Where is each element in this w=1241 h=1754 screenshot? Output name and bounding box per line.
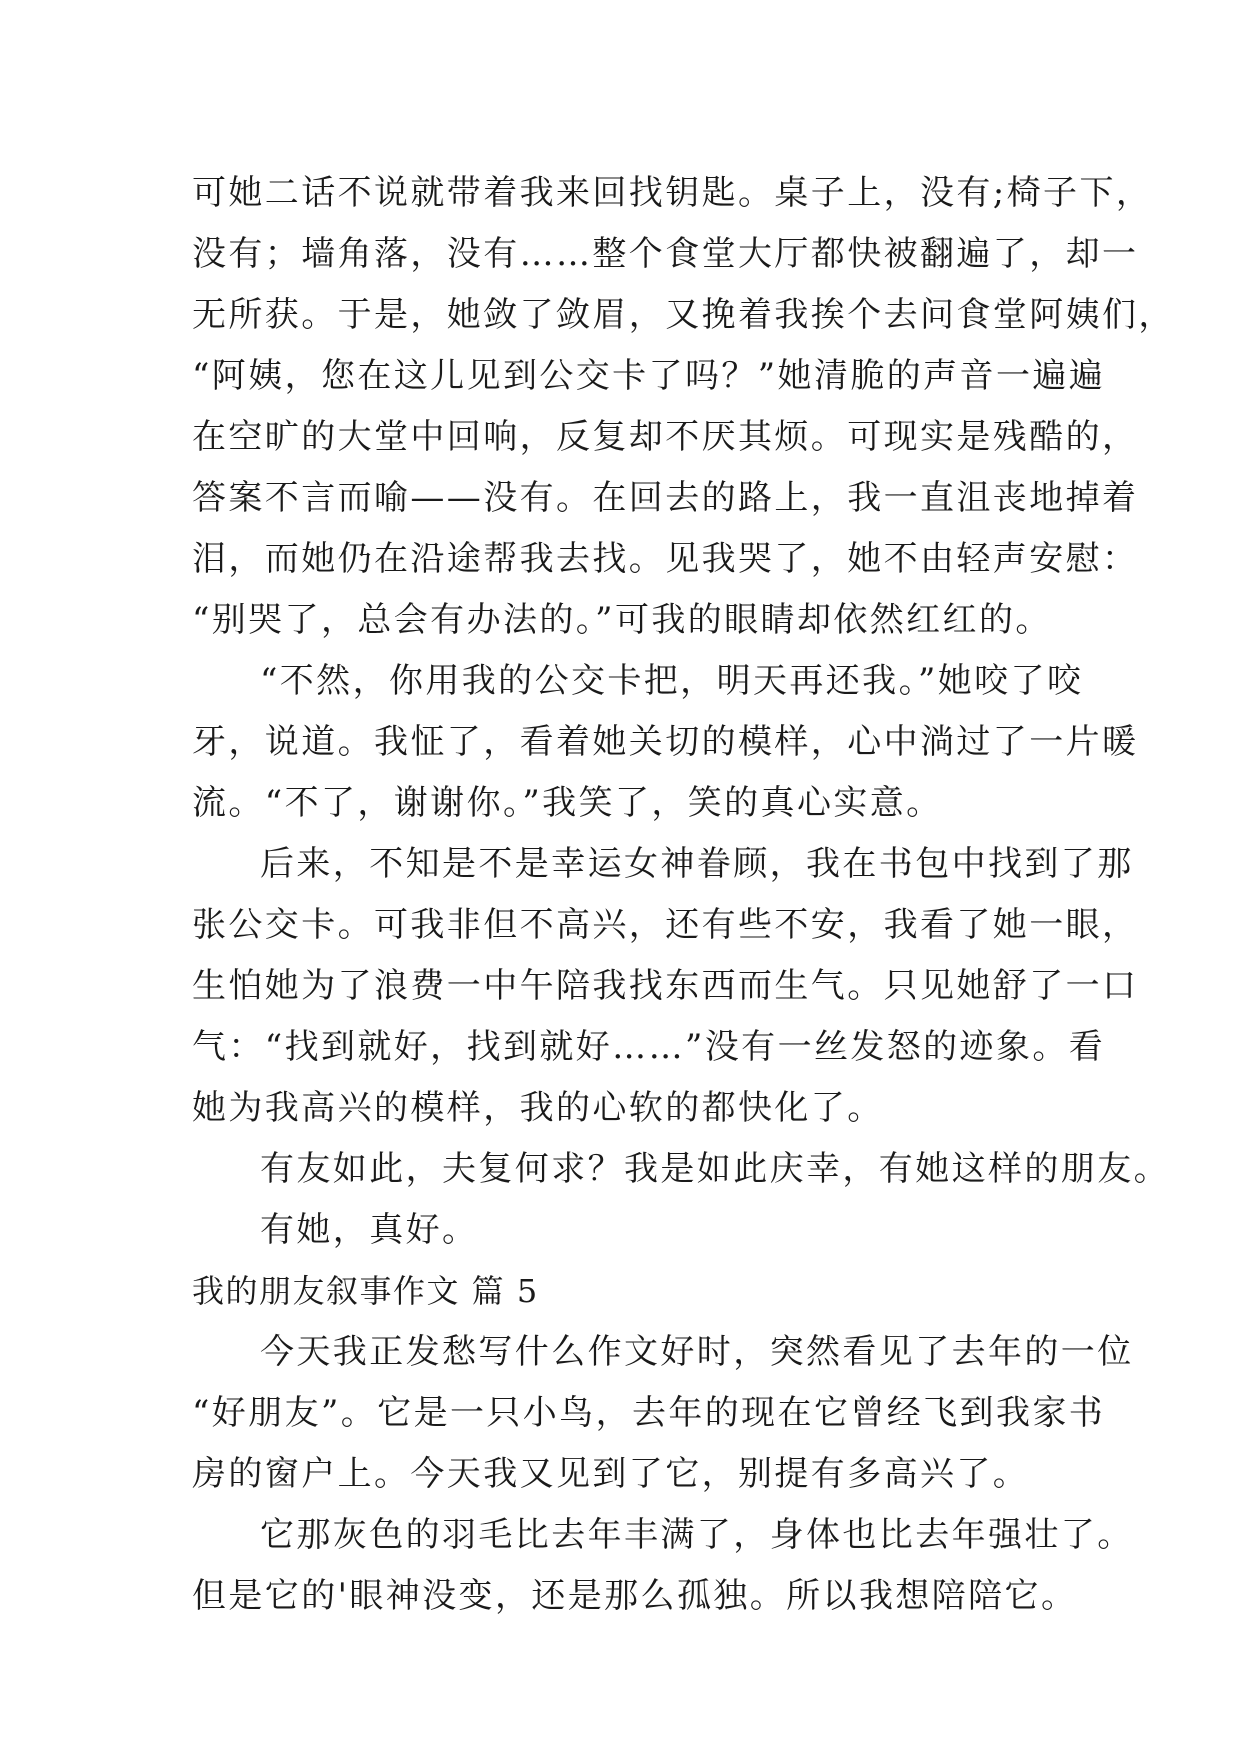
text-line: 流。“不了，谢谢你。”我笑了，笑的真心实意。 <box>192 783 943 823</box>
text-line: 无所获。于是，她敛了敛眉，又挽着我挨个去问食堂阿姨们， <box>192 295 1175 335</box>
text-line: 可她二话不说就带着我来回找钥匙。桌子上，没有;椅子下， <box>192 173 1153 213</box>
text-line: 房的窗户上。今天我又见到了它，别提有多高兴了。 <box>192 1454 1030 1494</box>
text-line: “别哭了，总会有办法的。”可我的眼睛却依然红红的。 <box>192 600 1052 640</box>
text-line: 牙，说道。我怔了，看着她关切的模样，心中淌过了一片暖 <box>192 722 1139 762</box>
paragraph-start-line: 有她，真好。 <box>260 1210 479 1250</box>
text-line: 她为我高兴的模样，我的心软的都快化了。 <box>192 1088 884 1128</box>
text-line: 气：“找到就好，找到就好……”没有一丝发怒的迹象。看 <box>192 1027 1106 1067</box>
paragraph-start-line: 今天我正发愁写什么作文好时，突然看见了去年的一位 <box>260 1332 1134 1372</box>
text-line: 泪，而她仍在沿途帮我去找。见我哭了，她不由轻声安慰： <box>192 539 1139 579</box>
paragraph-start-line: 它那灰色的羽毛比去年丰满了，身体也比去年强壮了。 <box>260 1515 1134 1555</box>
text-line: 没有；墙角落，没有……整个食堂大厅都快被翻遍了，却一 <box>192 234 1139 274</box>
paragraph-start-line: “不然，你用我的公交卡把，明天再还我。”她咬了咬 <box>260 661 1084 701</box>
text-line: 答案不言而喻——没有。在回去的路上，我一直沮丧地掉着 <box>192 478 1139 518</box>
paragraph-start-line: 后来，不知是不是幸运女神眷顾，我在书包中找到了那 <box>260 844 1134 884</box>
text-line: “阿姨，您在这儿见到公交卡了吗？”她清脆的声音一遍遍 <box>192 356 1106 396</box>
document-body <box>192 163 1175 1627</box>
text-line: 在空旷的大堂中回响，反复却不厌其烦。可现实是残酷的， <box>192 417 1139 457</box>
text-line: “好朋友”。它是一只小鸟，去年的现在它曾经飞到我家书 <box>192 1393 1106 1433</box>
section-heading: 我的朋友叙事作文 篇 5 <box>192 1272 539 1310</box>
text-line: 张公交卡。可我非但不高兴，还有些不安，我看了她一眼， <box>192 905 1139 945</box>
text-line: 但是它的'眼神没变，还是那么孤独。所以我想陪陪它。 <box>192 1576 1078 1616</box>
paragraph-start-line: 有友如此，夫复何求？我是如此庆幸，有她这样的朋友。 <box>260 1149 1170 1189</box>
text-line: 生怕她为了浪费一中午陪我找东西而生气。只见她舒了一口 <box>192 966 1139 1006</box>
